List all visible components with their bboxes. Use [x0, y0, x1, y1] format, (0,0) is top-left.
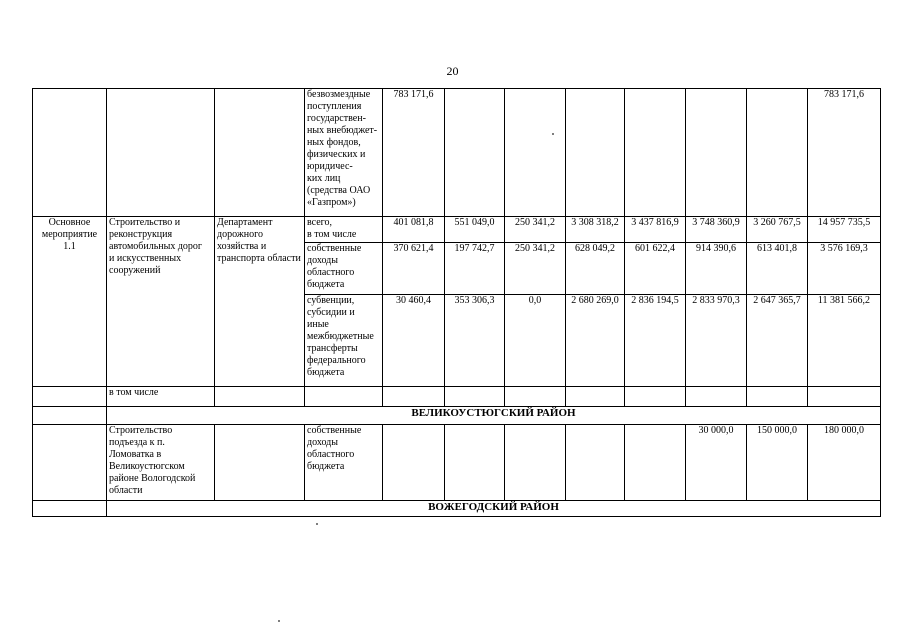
program-table: [32, 88, 881, 517]
total-funding-row: [33, 217, 881, 243]
gazprom-source-cell: безвозмездные поступления государствен- ных внебюджет- ных фондов, физических и юридичес- ких лиц (средства ОАО «Газпром»): [305, 89, 383, 217]
value-cell: 401 081,8: [383, 217, 445, 243]
scan-speck: [316, 523, 318, 525]
value-cell: 2 836 194,5: [625, 295, 686, 387]
region-heading: ВОЖЕГОДСКИЙ РАЙОН: [107, 501, 881, 517]
executor-cell: Департамент дорожного хозяйства и транспорта области: [215, 217, 305, 387]
value-cell: 353 306,3: [445, 295, 505, 387]
source-cell: собственные доходы областного бюджета: [305, 243, 383, 295]
value-cell: 30 460,4: [383, 295, 445, 387]
value-cell: 150 000,0: [747, 425, 808, 501]
value-cell: 250 341,2: [505, 217, 566, 243]
value-cell: 613 401,8: [747, 243, 808, 295]
gazprom-value-cell: 783 171,6: [383, 89, 445, 217]
value-cell: 628 049,2: [566, 243, 625, 295]
region-heading: ВЕЛИКОУСТЮГСКИЙ РАЙОН: [107, 407, 881, 425]
value-cell: 3 308 318,2: [566, 217, 625, 243]
value-cell: 3 260 767,5: [747, 217, 808, 243]
value-cell: 250 341,2: [505, 243, 566, 295]
value-cell: 3 437 816,9: [625, 217, 686, 243]
in-that-number-row: [33, 387, 881, 407]
source-cell: субвенции, субсидии и иные межбюджетные трансферты федерального бюджета: [305, 295, 383, 387]
total-cell: 180 000,0: [808, 425, 881, 501]
scan-speck: [552, 133, 554, 135]
source-cell: всего, в том числе: [305, 217, 383, 243]
value-cell: 2 680 269,0: [566, 295, 625, 387]
value-cell: 197 742,7: [445, 243, 505, 295]
gazprom-funding-row: [33, 89, 881, 217]
value-cell: 914 390,6: [686, 243, 747, 295]
scan-speck: [278, 620, 280, 622]
page-number: 20: [446, 64, 459, 78]
value-cell: 370 621,4: [383, 243, 445, 295]
total-cell: 11 381 566,2: [808, 295, 881, 387]
source-cell: собственные доходы областного бюджета: [305, 425, 383, 501]
measure-name-cell: Основное мероприятие 1.1: [33, 217, 107, 387]
value-cell: 30 000,0: [686, 425, 747, 501]
gazprom-total-cell: 783 171,6: [808, 89, 881, 217]
lomovatka-title-cell: Строительство подъезда к п. Ломоватка в Великоустюгском районе Вологодской области: [107, 425, 215, 501]
value-cell: 601 622,4: [625, 243, 686, 295]
region-heading-row: [33, 501, 881, 517]
value-cell: 2 647 365,7: [747, 295, 808, 387]
total-cell: 14 957 735,5: [808, 217, 881, 243]
value-cell: 551 049,0: [445, 217, 505, 243]
value-cell: 2 833 970,3: [686, 295, 747, 387]
in-that-number-label: в том числе: [107, 387, 215, 407]
total-cell: 3 576 169,3: [808, 243, 881, 295]
region-heading-row: [33, 407, 881, 425]
lomovatka-row: [33, 425, 881, 501]
value-cell: 3 748 360,9: [686, 217, 747, 243]
measure-title-cell: Строительство и реконструкция автомобильных дорог и искусственных сооружений: [107, 217, 215, 387]
value-cell: 0,0: [505, 295, 566, 387]
